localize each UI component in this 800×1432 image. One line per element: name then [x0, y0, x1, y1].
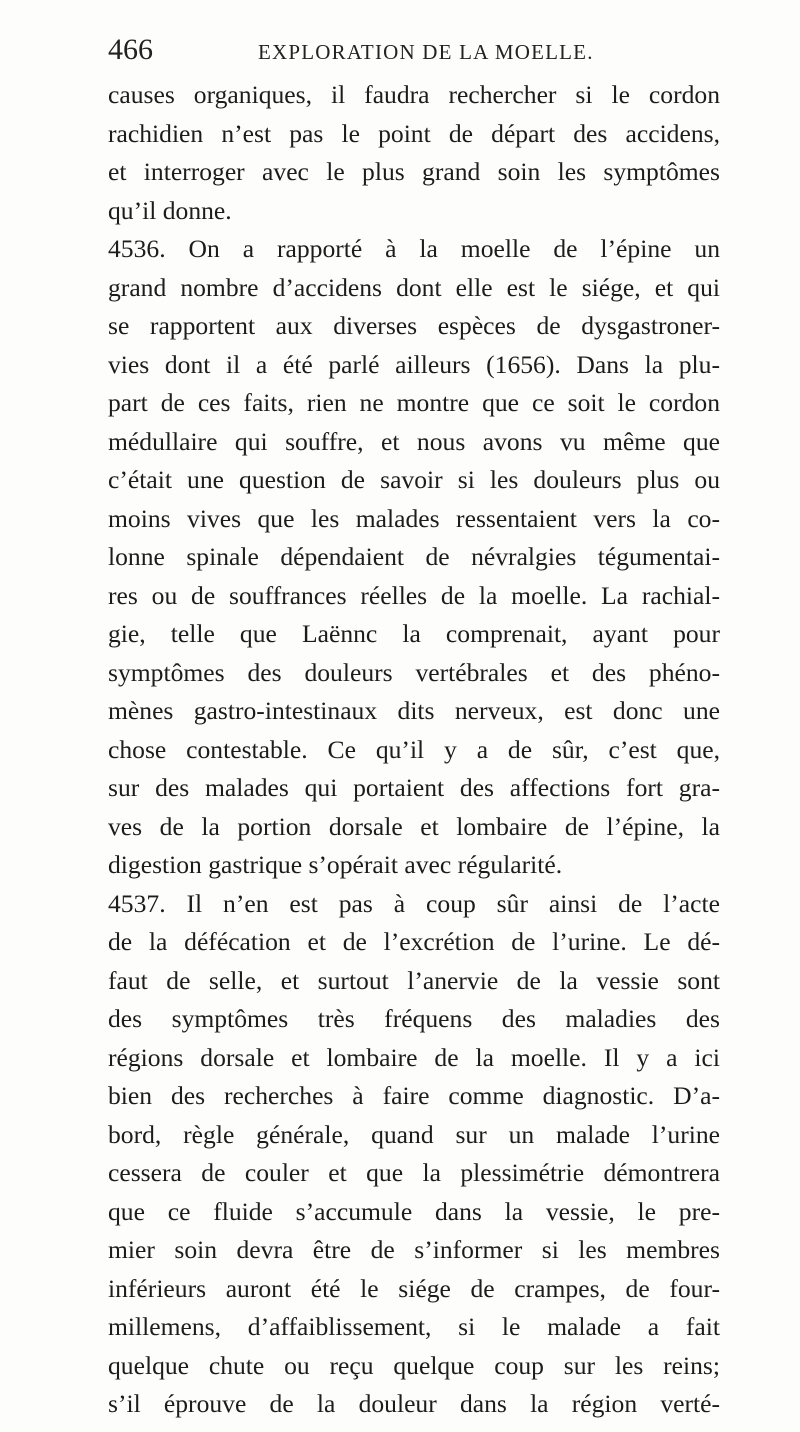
text-line: part de ces faits, rien ne montre que ce soit le cordon [108, 388, 720, 417]
text-line: bien des recherches à faire comme diagnostic. D’a- [108, 1081, 720, 1110]
text-line: causes organiques, il faudra rechercher si le cordon [108, 80, 720, 109]
text-line: de la défécation et de l’excrétion de l’urine. Le dé- [108, 927, 720, 956]
text-line: sur des malades qui portaient des affections fort gra- [108, 773, 720, 802]
text-line: rachidien n’est pas le point de départ des accidens, [108, 118, 720, 148]
text-line: gie, telle que Laënnc la comprenait, ayant pour [108, 619, 720, 648]
text-line: bord, règle générale, quand sur un malade l’urine [108, 1119, 720, 1149]
text-line: que ce fluide s’accumule dans la vessie, le pre- [108, 1196, 720, 1226]
text-line: res ou de souffrances réelles de la moelle. La rachial- [108, 580, 720, 610]
body-text [108, 76, 720, 1424]
text-line: médullaire qui souffre, et nous avons vu même que [108, 426, 720, 456]
text-line: grand nombre d’accidens dont elle est le siége, et qui [108, 272, 720, 302]
text-line: ves de la portion dorsale et lombaire de l’épine, la [108, 811, 720, 841]
text-line: mènes gastro-intestinaux dits nerveux, est donc une [108, 696, 720, 725]
text-line: inférieurs auront été le siége de crampes, de four- [108, 1273, 720, 1303]
text-line: symptômes des douleurs vertébrales et des phéno- [108, 657, 720, 687]
text-line: c’était une question de savoir si les douleurs plus ou [108, 465, 720, 494]
text-line: et interroger avec le plus grand soin les symptômes [108, 157, 720, 186]
text-line: faut de selle, et surtout l’anervie de la vessie sont [108, 965, 720, 995]
text-line: régions dorsale et lombaire de la moelle. Il y a ici [108, 1042, 720, 1072]
text-line: millemens, d’affaiblissement, si le malade a fait [108, 1312, 720, 1341]
page-number: 466 [108, 33, 153, 66]
text-line: 4536. On a rapporté à la moelle de l’épine un [108, 234, 720, 263]
text-line: quelque chute ou reçu quelque coup sur les reins; [108, 1350, 720, 1380]
page-header [108, 30, 728, 70]
text-line: se rapportent aux diverses espèces de dysgastroner- [108, 311, 720, 340]
running-title: EXPLORATION DE LA MOELLE. [258, 40, 594, 64]
text-line: vies dont il a été parlé ailleurs (1656). Dans la plu- [108, 349, 720, 379]
text-line: moins vives que les malades ressentaient vers la co- [108, 503, 720, 533]
text-line: des symptômes très fréquens des maladies des [108, 1004, 720, 1033]
text-line: 4537. Il n’en est pas à coup sûr ainsi de l’acte [108, 888, 720, 918]
text-line: mier soin devra être de s’informer si les membres [108, 1235, 720, 1264]
text-line: s’il éprouve de la douleur dans la région verté- [108, 1389, 720, 1418]
text-line: lonne spinale dépendaient de névralgies tégumentai- [108, 542, 720, 571]
text-line: digestion gastrique s’opérait avec régularité. [108, 850, 563, 879]
text-line: cessera de couler et que la plessimétrie démontrera [108, 1158, 720, 1187]
text-line: qu’il donne. [108, 195, 232, 225]
text-line: chose contestable. Ce qu’il y a de sûr, c’est que, [108, 734, 720, 764]
